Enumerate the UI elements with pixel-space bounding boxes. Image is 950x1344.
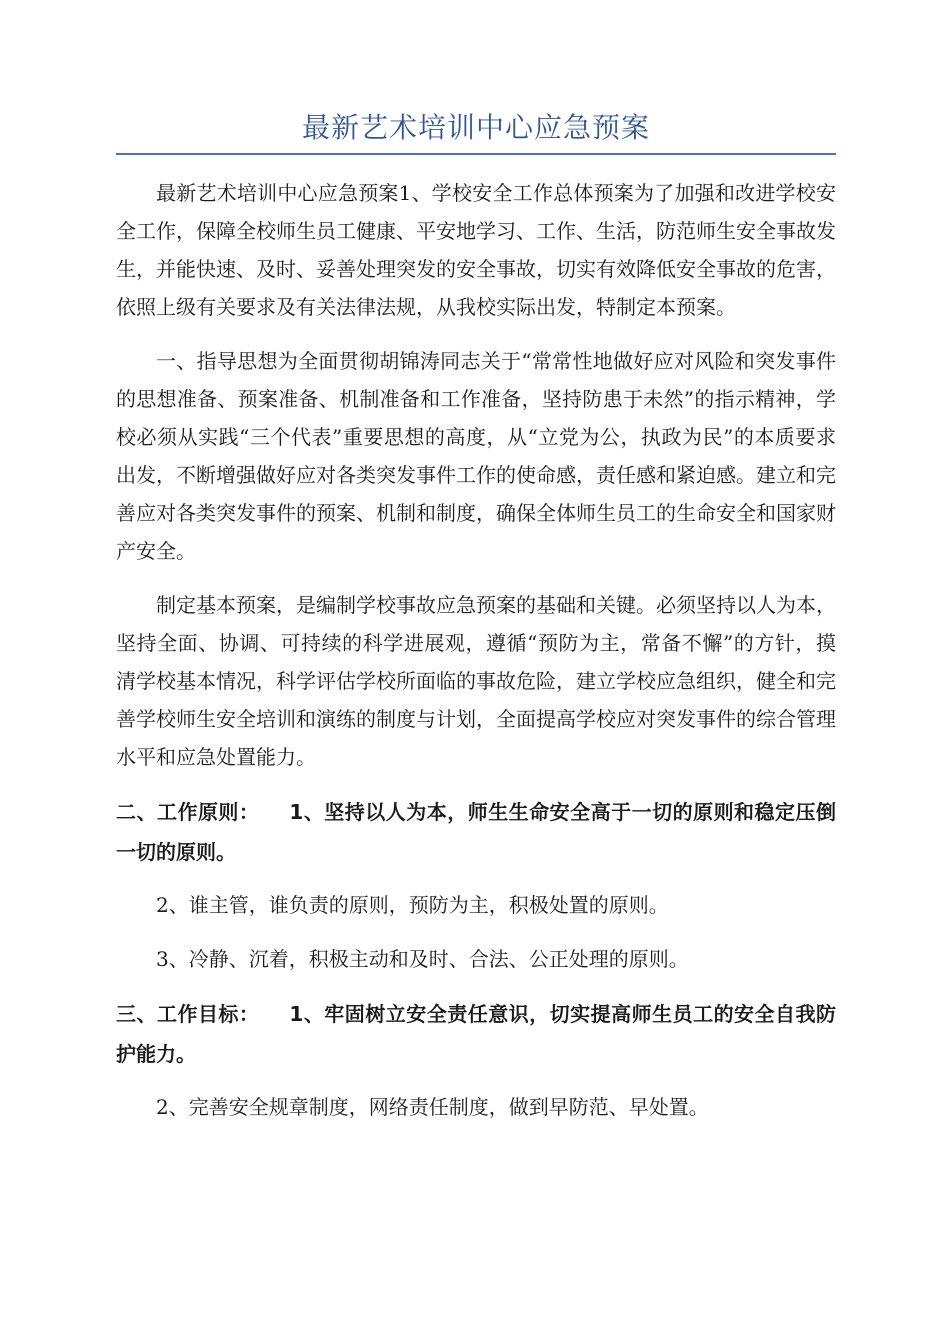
goals-item-2: 2、完善安全规章制度，网络责任制度，做到早防范、早处置。 <box>156 1095 709 1119</box>
document-title: 最新艺术培训中心应急预案 <box>301 111 650 144</box>
document-page <box>116 108 836 1142</box>
goals-section <box>116 994 836 1074</box>
basic-plan-paragraph: 制定基本预案，是编制学校事故应急预案的基础和关键。必须坚持以人为本，坚持全面、协调、可持续的科学进展观，遵循“预防为主，常备不懈”的方针，摸清学校基本情况，科学评估学校所面临的事故危险，建立学校应急组织，健全和完善学校师生安全培训和演练的制度与计划，全面提高学校应对突发事件的综合管理水平和应急处置能力。 <box>116 593 836 769</box>
goals-first-item: 1、牢固树立安全责任意识，切实提高师生员工的安全自我防护能力。 <box>116 1002 837 1066</box>
principles-first-item: 1、坚持以人为本，师生生命安全高于一切的原则和稳定压倒一切的原则。 <box>116 800 837 864</box>
principles-item-3: 3、冷静、沉着，积极主动和及时、合法、公正处理的原则。 <box>156 947 689 971</box>
principles-section <box>116 792 836 872</box>
principles-item-2: 2、谁主管，谁负责的原则，预防为主，积极处置的原则。 <box>156 893 669 917</box>
goals-heading: 三、工作目标： <box>116 1002 260 1026</box>
intro-paragraph: 最新艺术培训中心应急预案1、学校安全工作总体预案为了加强和改进学校安全工作，保障全校师生员工健康、平安地学习、工作、生活，防范师生安全事故发生，并能快速、及时、妥善处理突发的安全事故，切实有效降低安全事故的危害，依照上级有关要求及有关法律法规，从我校实际出发，特制定本预案。 <box>116 181 836 319</box>
guiding-ideology-paragraph: 一、指导思想为全面贯彻胡锦涛同志关于“常常性地做好应对风险和突发事件的思想准备、预案准备、机制准备和工作准备，坚持防患于未然”的指示精神，学校必须从实践“三个代表”重要思想的高度，从“立党为公，执政为民”的本质要求出发，不断增强做好应对各类突发事件工作的使命感，责任感和紧迫感。建立和完善应对各类突发事件的预案、机制和制度，确保全体师生员工的生命安全和国家财产安全。 <box>116 349 836 563</box>
principles-heading: 二、工作原则： <box>116 800 260 824</box>
title-underline <box>116 153 836 155</box>
